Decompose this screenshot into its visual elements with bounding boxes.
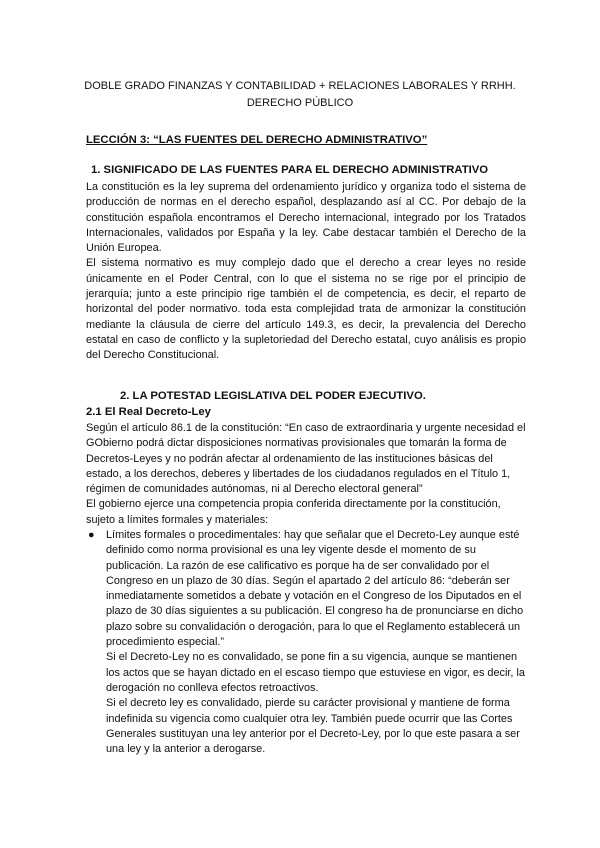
paragraph: El gobierno ejerce una competencia propia conferida directamente por la constitución, sujeto a límites formales y materiales: (86, 498, 501, 526)
paragraph: Si el Decreto-Ley no es convalidado, se pone fin a su vigencia, aunque se mantienen los actos que se hayan dictado en el escaso tiempo que estuviese en vigor, es decir, la derogación no conlleva efectos retroactivos. (106, 651, 525, 694)
list-item (86, 528, 526, 757)
lesson-title: LECCIÓN 3: “LAS FUENTES DEL DERECHO ADMINISTRATIVO” (86, 134, 428, 146)
document-header (60, 78, 540, 111)
paragraph: Según el artículo 86.1 de la constitución: “En caso de extraordinaria y urgente necesidad el GObierno podrá dictar disposiciones normativas provisionales que tomarán la forma de Decretos-Leyes y no podrán afectar al ordenamiento de las instituciones básicas del estado, a los derechos, deberes y libertades de los ciudadanos regulados en el Título 1, régimen de comunidades autónomas, ni al Derecho electoral general” (86, 422, 526, 496)
section-2-body (86, 421, 526, 528)
header-line-1: DOBLE GRADO FINANZAS Y CONTABILIDAD + RELACIONES LABORALES Y RRHH. (84, 80, 516, 92)
section-1-heading: 1. SIGNIFICADO DE LAS FUENTES PARA EL DERECHO ADMINISTRATIVO (91, 164, 489, 176)
section-2-heading: 2. LA POTESTAD LEGISLATIVA DEL PODER EJECUTIVO. (120, 390, 426, 402)
list-item-body (106, 528, 526, 757)
paragraph: El sistema normativo es muy complejo dado que el derecho a crear leyes no reside únicamente en el Poder Central, con lo que el sistema no se rige por el principio de jerarquía; junto a este principio rige también el de competencia, es decir, el reparto de horizontal del poder normativo. toda esta complejidad trata de armonizar la constitución mediante la cláusula de cierre del artículo 149.3, es decir, la prevalencia del Derecho estatal en caso de conflicto y la supletoriedad del Derecho estatal, cuyo análisis es propio del Derecho Constitucional. (86, 257, 526, 362)
header-line-2: DERECHO PÚBLICO (246, 96, 354, 109)
paragraph: Si el decreto ley es convalidado, pierde su carácter provisional y mantiene de forma indefinida su vigencia como cualquier otra ley. También puede ocurrir que las Cortes Generales sustituyan una ley anterior por el Decreto-Ley, por lo que este pasara a ser una ley y la anterior a derogarse. (106, 697, 520, 756)
section-1-body (86, 180, 526, 364)
subsection-2-1-heading: 2.1 El Real Decreto-Ley (86, 406, 211, 418)
bullet-marker: ● (88, 529, 95, 541)
paragraph: La constitución es la ley suprema del ordenamiento jurídico y organiza todo el sistema de producción de normas en el derecho español, desplazando así al CC. Por debajo de la constitución española encontramos el Derecho internacional, integrado por los Tratados Internacionales, validados por España y la ley. Cabe destacar también el Derecho de la Unión Europea. (86, 181, 526, 255)
paragraph: Límites formales o procedimentales: hay que señalar que el Decreto-Ley aunque esté definido como norma provisional es una ley vigente desde el momento de su publicación. La razón de ese calificativo es porque ha de ser convalidado por el Congreso en un plazo de 30 días. Según el apartado 2 del artículo 86: “deberán ser inmediatamente sometidos a debate y votación en el Congreso de los Diputados en el plazo de 30 días siguientes a su publicación. El congreso ha de pronunciarse en dicho plazo sobre su convalidación o derogación, para lo que el Reglamento establecerá un procedimiento especial.” (106, 529, 524, 649)
bullet-list (86, 528, 526, 757)
